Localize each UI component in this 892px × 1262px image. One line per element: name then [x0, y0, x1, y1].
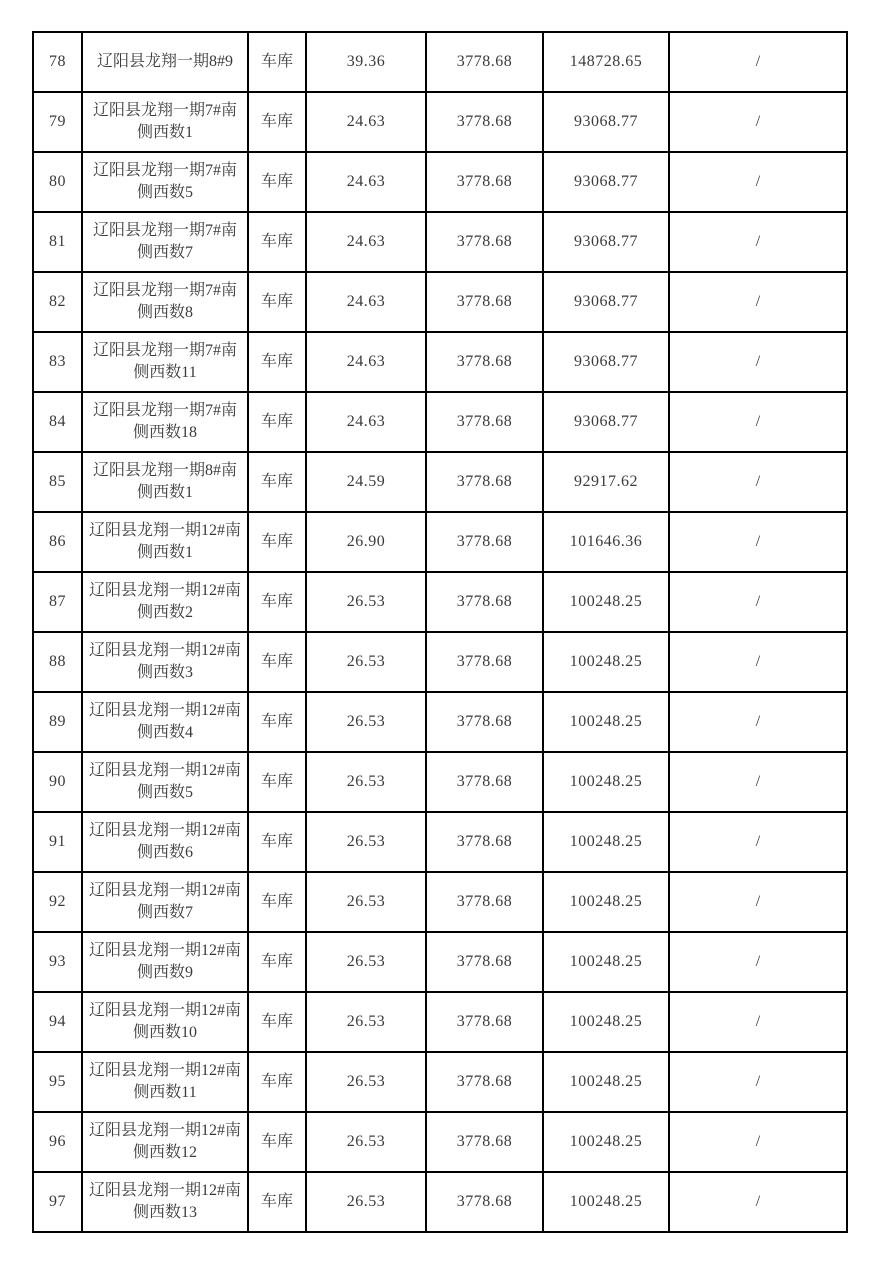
cell-type: 车库 — [248, 212, 306, 272]
cell-total-price: 100248.25 — [543, 992, 669, 1052]
cell-unit-price: 3778.68 — [426, 992, 543, 1052]
cell-name: 辽阳县龙翔一期12#南侧西数1 — [82, 512, 248, 572]
table-row — [33, 332, 847, 392]
cell-index: 94 — [33, 992, 82, 1052]
cell-area: 26.53 — [306, 572, 426, 632]
cell-unit-price: 3778.68 — [426, 872, 543, 932]
cell-index: 95 — [33, 1052, 82, 1112]
cell-area: 26.53 — [306, 632, 426, 692]
cell-name: 辽阳县龙翔一期12#南侧西数7 — [82, 872, 248, 932]
cell-area: 26.53 — [306, 872, 426, 932]
cell-remark: / — [669, 1112, 847, 1172]
cell-name: 辽阳县龙翔一期12#南侧西数4 — [82, 692, 248, 752]
cell-index: 78 — [33, 32, 82, 92]
cell-total-price: 93068.77 — [543, 392, 669, 452]
table-row — [33, 1052, 847, 1112]
cell-total-price: 101646.36 — [543, 512, 669, 572]
cell-total-price: 100248.25 — [543, 1052, 669, 1112]
cell-area: 26.53 — [306, 752, 426, 812]
cell-area: 26.53 — [306, 1052, 426, 1112]
cell-remark: / — [669, 692, 847, 752]
table-row — [33, 152, 847, 212]
cell-index: 89 — [33, 692, 82, 752]
cell-type: 车库 — [248, 812, 306, 872]
cell-index: 82 — [33, 272, 82, 332]
cell-name: 辽阳县龙翔一期12#南侧西数9 — [82, 932, 248, 992]
cell-index: 81 — [33, 212, 82, 272]
cell-unit-price: 3778.68 — [426, 1052, 543, 1112]
cell-total-price: 100248.25 — [543, 872, 669, 932]
cell-total-price: 100248.25 — [543, 812, 669, 872]
cell-total-price: 100248.25 — [543, 932, 669, 992]
cell-unit-price: 3778.68 — [426, 812, 543, 872]
cell-remark: / — [669, 572, 847, 632]
cell-unit-price: 3778.68 — [426, 1172, 543, 1232]
cell-remark: / — [669, 632, 847, 692]
cell-type: 车库 — [248, 1112, 306, 1172]
cell-name: 辽阳县龙翔一期12#南侧西数6 — [82, 812, 248, 872]
cell-area: 26.53 — [306, 1172, 426, 1232]
cell-name: 辽阳县龙翔一期7#南侧西数11 — [82, 332, 248, 392]
cell-unit-price: 3778.68 — [426, 512, 543, 572]
cell-unit-price: 3778.68 — [426, 1112, 543, 1172]
cell-unit-price: 3778.68 — [426, 392, 543, 452]
cell-unit-price: 3778.68 — [426, 212, 543, 272]
cell-total-price: 93068.77 — [543, 212, 669, 272]
cell-unit-price: 3778.68 — [426, 452, 543, 512]
cell-index: 86 — [33, 512, 82, 572]
table-row — [33, 812, 847, 872]
cell-index: 85 — [33, 452, 82, 512]
cell-area: 24.59 — [306, 452, 426, 512]
cell-remark: / — [669, 1172, 847, 1232]
cell-area: 26.53 — [306, 1112, 426, 1172]
cell-index: 91 — [33, 812, 82, 872]
cell-index: 80 — [33, 152, 82, 212]
cell-total-price: 93068.77 — [543, 272, 669, 332]
cell-name: 辽阳县龙翔一期7#南侧西数18 — [82, 392, 248, 452]
cell-total-price: 100248.25 — [543, 1112, 669, 1172]
cell-type: 车库 — [248, 332, 306, 392]
cell-total-price: 100248.25 — [543, 1172, 669, 1232]
cell-remark: / — [669, 512, 847, 572]
cell-remark: / — [669, 452, 847, 512]
table-row — [33, 692, 847, 752]
table-row — [33, 212, 847, 272]
cell-type: 车库 — [248, 632, 306, 692]
table-row — [33, 512, 847, 572]
cell-area: 24.63 — [306, 212, 426, 272]
cell-index: 96 — [33, 1112, 82, 1172]
cell-area: 26.53 — [306, 812, 426, 872]
cell-remark: / — [669, 272, 847, 332]
cell-type: 车库 — [248, 512, 306, 572]
cell-remark: / — [669, 932, 847, 992]
cell-type: 车库 — [248, 1052, 306, 1112]
cell-remark: / — [669, 92, 847, 152]
table-row — [33, 992, 847, 1052]
cell-index: 79 — [33, 92, 82, 152]
cell-type: 车库 — [248, 32, 306, 92]
cell-remark: / — [669, 872, 847, 932]
cell-area: 26.53 — [306, 992, 426, 1052]
table-row — [33, 872, 847, 932]
cell-name: 辽阳县龙翔一期7#南侧西数7 — [82, 212, 248, 272]
cell-unit-price: 3778.68 — [426, 932, 543, 992]
cell-area: 39.36 — [306, 32, 426, 92]
cell-unit-price: 3778.68 — [426, 632, 543, 692]
table-row — [33, 752, 847, 812]
cell-remark: / — [669, 812, 847, 872]
cell-area: 26.53 — [306, 932, 426, 992]
cell-unit-price: 3778.68 — [426, 692, 543, 752]
cell-type: 车库 — [248, 452, 306, 512]
cell-remark: / — [669, 152, 847, 212]
cell-remark: / — [669, 992, 847, 1052]
cell-total-price: 100248.25 — [543, 572, 669, 632]
table-row — [33, 452, 847, 512]
cell-name: 辽阳县龙翔一期8#南侧西数1 — [82, 452, 248, 512]
table-row — [33, 932, 847, 992]
cell-remark: / — [669, 212, 847, 272]
cell-type: 车库 — [248, 692, 306, 752]
cell-index: 83 — [33, 332, 82, 392]
cell-unit-price: 3778.68 — [426, 152, 543, 212]
cell-total-price: 93068.77 — [543, 332, 669, 392]
cell-unit-price: 3778.68 — [426, 332, 543, 392]
cell-remark: / — [669, 32, 847, 92]
cell-total-price: 92917.62 — [543, 452, 669, 512]
table-row — [33, 572, 847, 632]
table-row — [33, 632, 847, 692]
table-row — [33, 1112, 847, 1172]
cell-name: 辽阳县龙翔一期7#南侧西数1 — [82, 92, 248, 152]
cell-index: 92 — [33, 872, 82, 932]
cell-unit-price: 3778.68 — [426, 272, 543, 332]
cell-area: 26.53 — [306, 692, 426, 752]
cell-index: 87 — [33, 572, 82, 632]
cell-unit-price: 3778.68 — [426, 752, 543, 812]
cell-index: 84 — [33, 392, 82, 452]
cell-remark: / — [669, 392, 847, 452]
cell-name: 辽阳县龙翔一期12#南侧西数3 — [82, 632, 248, 692]
cell-name: 辽阳县龙翔一期12#南侧西数11 — [82, 1052, 248, 1112]
cell-unit-price: 3778.68 — [426, 572, 543, 632]
cell-index: 88 — [33, 632, 82, 692]
cell-total-price: 93068.77 — [543, 92, 669, 152]
cell-name: 辽阳县龙翔一期12#南侧西数12 — [82, 1112, 248, 1172]
cell-type: 车库 — [248, 392, 306, 452]
cell-area: 24.63 — [306, 152, 426, 212]
cell-area: 26.90 — [306, 512, 426, 572]
table-body — [33, 32, 847, 1232]
cell-type: 车库 — [248, 932, 306, 992]
table-row — [33, 392, 847, 452]
cell-type: 车库 — [248, 1172, 306, 1232]
cell-type: 车库 — [248, 152, 306, 212]
cell-name: 辽阳县龙翔一期12#南侧西数13 — [82, 1172, 248, 1232]
price-table — [32, 31, 848, 1233]
cell-name: 辽阳县龙翔一期7#南侧西数8 — [82, 272, 248, 332]
cell-type: 车库 — [248, 272, 306, 332]
cell-total-price: 148728.65 — [543, 32, 669, 92]
cell-name: 辽阳县龙翔一期12#南侧西数2 — [82, 572, 248, 632]
cell-name: 辽阳县龙翔一期12#南侧西数10 — [82, 992, 248, 1052]
cell-name: 辽阳县龙翔一期8#9 — [82, 32, 248, 92]
table-row — [33, 1172, 847, 1232]
table-row — [33, 32, 847, 92]
cell-area: 24.63 — [306, 392, 426, 452]
cell-index: 97 — [33, 1172, 82, 1232]
cell-name: 辽阳县龙翔一期12#南侧西数5 — [82, 752, 248, 812]
cell-area: 24.63 — [306, 332, 426, 392]
table-row — [33, 92, 847, 152]
cell-remark: / — [669, 1052, 847, 1112]
cell-type: 车库 — [248, 572, 306, 632]
cell-name: 辽阳县龙翔一期7#南侧西数5 — [82, 152, 248, 212]
cell-total-price: 100248.25 — [543, 752, 669, 812]
table-row — [33, 272, 847, 332]
cell-area: 24.63 — [306, 92, 426, 152]
cell-total-price: 93068.77 — [543, 152, 669, 212]
cell-total-price: 100248.25 — [543, 632, 669, 692]
cell-type: 车库 — [248, 92, 306, 152]
cell-index: 90 — [33, 752, 82, 812]
cell-type: 车库 — [248, 872, 306, 932]
cell-unit-price: 3778.68 — [426, 92, 543, 152]
cell-type: 车库 — [248, 992, 306, 1052]
cell-remark: / — [669, 332, 847, 392]
cell-area: 24.63 — [306, 272, 426, 332]
cell-index: 93 — [33, 932, 82, 992]
cell-total-price: 100248.25 — [543, 692, 669, 752]
cell-type: 车库 — [248, 752, 306, 812]
cell-unit-price: 3778.68 — [426, 32, 543, 92]
cell-remark: / — [669, 752, 847, 812]
